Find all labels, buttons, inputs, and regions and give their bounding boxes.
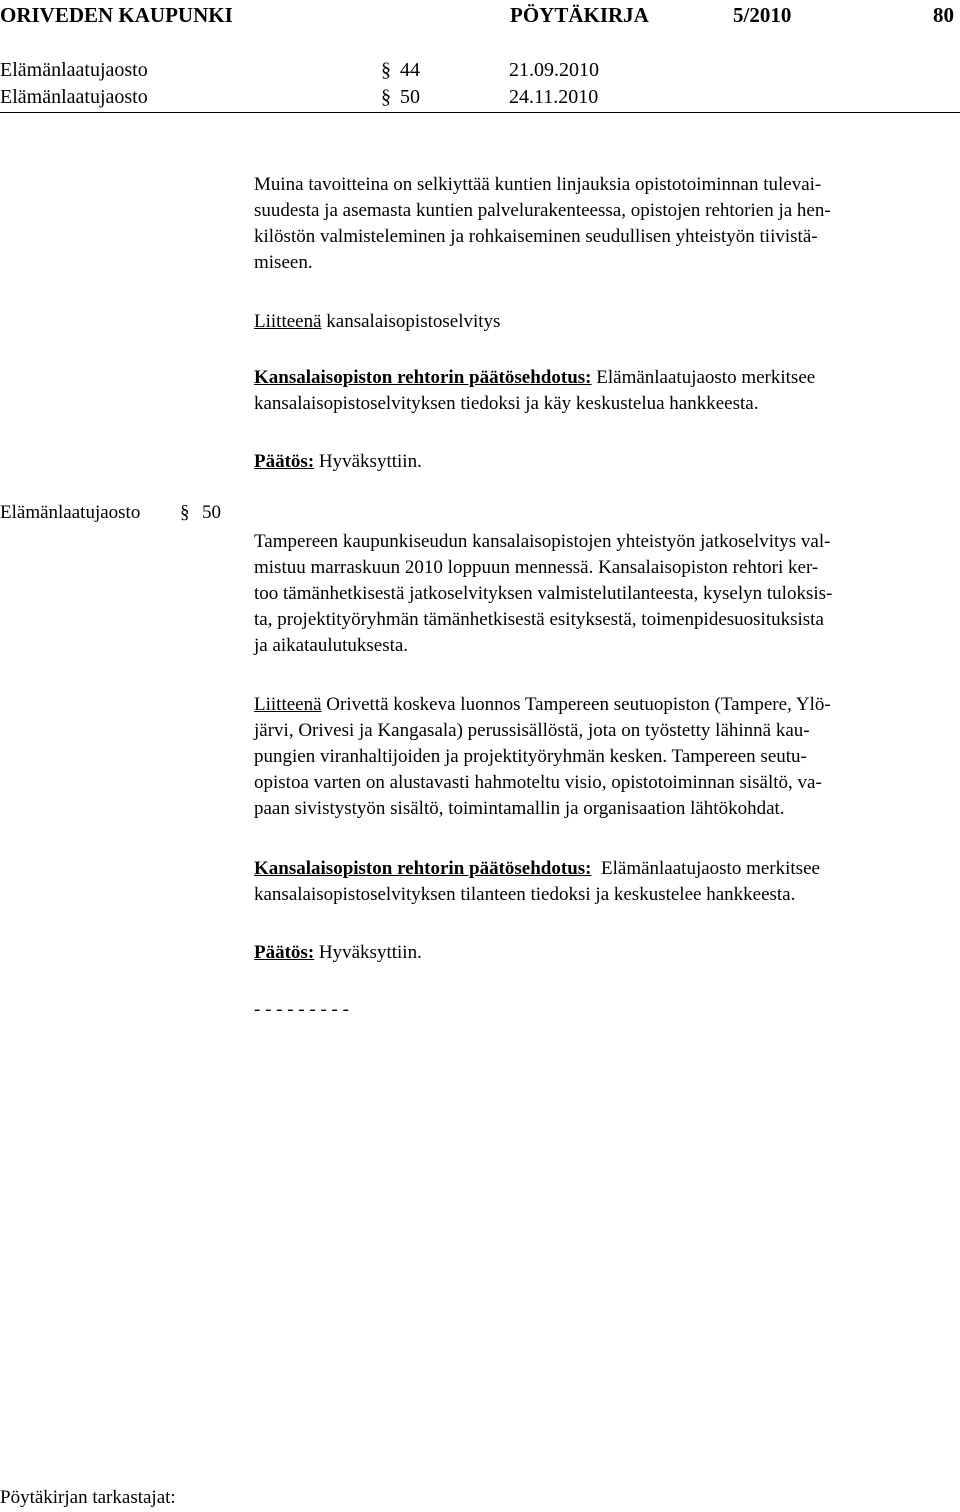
decision-text: Hyväksyttiin. (314, 451, 422, 472)
doc-number: 5/2010 (733, 3, 792, 27)
meta-body-2: Elämänlaatujaosto (0, 86, 148, 108)
proposal-paragraph (254, 856, 820, 908)
attachment-text: opistoa varten on alustavasti hahmoteltu visio, opistotoiminnan sisältö, va- (254, 772, 822, 793)
attachment-text: kansalaisopistoselvitys (321, 311, 501, 332)
section-sign-icon: § (180, 502, 190, 523)
section-heading-number: 50 (202, 502, 221, 523)
section-line: too tämänhetkisestä jatkoselvityksen valmistelutilanteesta, kyselyn tuloksis- (254, 583, 833, 604)
org-name: ORIVEDEN KAUPUNKI (0, 3, 233, 27)
page-number: 80 (933, 3, 954, 27)
meta-date-2: 24.11.2010 (509, 86, 599, 108)
section-line: ta, projektityöryhmän tämänhetkisestä esityksestä, toimenpidesuosituksista (254, 609, 824, 630)
separator: - - - - - - - - - (254, 999, 349, 1020)
meta-section-2: 50 (400, 86, 420, 108)
meta-section-1: 44 (400, 59, 420, 81)
section-sign-icon: § (381, 86, 391, 108)
meta-body-1: Elämänlaatujaosto (0, 59, 148, 81)
proposal-label: Kansalaisopiston rehtorin päätösehdotus: (254, 367, 592, 388)
meta-date-1: 21.09.2010 (509, 59, 599, 81)
decision-line (254, 940, 422, 966)
proposal-paragraph (254, 365, 815, 417)
attachment-text: pungien viranhaltijoiden ja projektityöryhmän kesken. Tampereen seutu- (254, 746, 807, 767)
proposal-label: Kansalaisopiston rehtorin päätösehdotus: (254, 858, 592, 879)
section-paragraph (254, 529, 832, 659)
decision-text: Hyväksyttiin. (314, 942, 422, 963)
proposal-text: kansalaisopistoselvityksen tilanteen tiedoksi ja keskustelee hankkeesta. (254, 884, 796, 905)
proposal-text: Elämänlaatujaosto merkitsee (591, 367, 816, 388)
proposal-text: kansalaisopistoselvityksen tiedoksi ja käy keskustelua hankkeesta. (254, 393, 759, 414)
decision-line (254, 449, 422, 475)
intro-paragraph (254, 172, 831, 276)
attachment-text: järvi, Orivesi ja Kangasala) perussisällöstä, jota on työstetty lähinnä kau- (254, 720, 810, 741)
decision-label: Päätös: (254, 451, 315, 472)
intro-line: miseen. (254, 252, 313, 273)
attachment-paragraph (254, 692, 831, 822)
section-line: mistuu marraskuun 2010 loppuun mennessä. Kansalaisopiston rehtori ker- (254, 557, 819, 578)
intro-line: Muina tavoitteina on selkiyttää kuntien linjauksia opistotoiminnan tulevai- (254, 174, 822, 195)
attachment-text: paan sivistystyön sisältö, toimintamallin ja organisaation lähtökohdat. (254, 798, 785, 819)
section-line: Tampereen kaupunkiseudun kansalaisopistojen yhteistyön jatkoselvitys val- (254, 531, 831, 552)
intro-line: kilöstön valmisteleminen ja rohkaiseminen seudullisen yhteistyön tiivistä- (254, 226, 818, 247)
header-rule (0, 112, 960, 113)
attachment-text: Orivettä koskeva luonnos Tampereen seutuopiston (Tampere, Ylö- (321, 694, 831, 715)
footer-label: Pöytäkirjan tarkastajat: (0, 1487, 176, 1508)
doc-type: PÖYTÄKIRJA (510, 3, 649, 27)
proposal-text: Elämänlaatujaosto merkitsee (591, 858, 820, 879)
decision-label: Päätös: (254, 942, 315, 963)
section-heading-body: Elämänlaatujaosto (0, 502, 141, 523)
intro-line: suudesta ja asemasta kuntien palvelurakenteessa, opistojen rehtorien ja hen- (254, 200, 831, 221)
attachment-label: Liitteenä (254, 694, 322, 715)
attachment-line (254, 309, 500, 335)
section-sign-icon: § (381, 59, 391, 81)
attachment-label: Liitteenä (254, 311, 322, 332)
section-line: ja aikataulutuksesta. (254, 635, 409, 656)
